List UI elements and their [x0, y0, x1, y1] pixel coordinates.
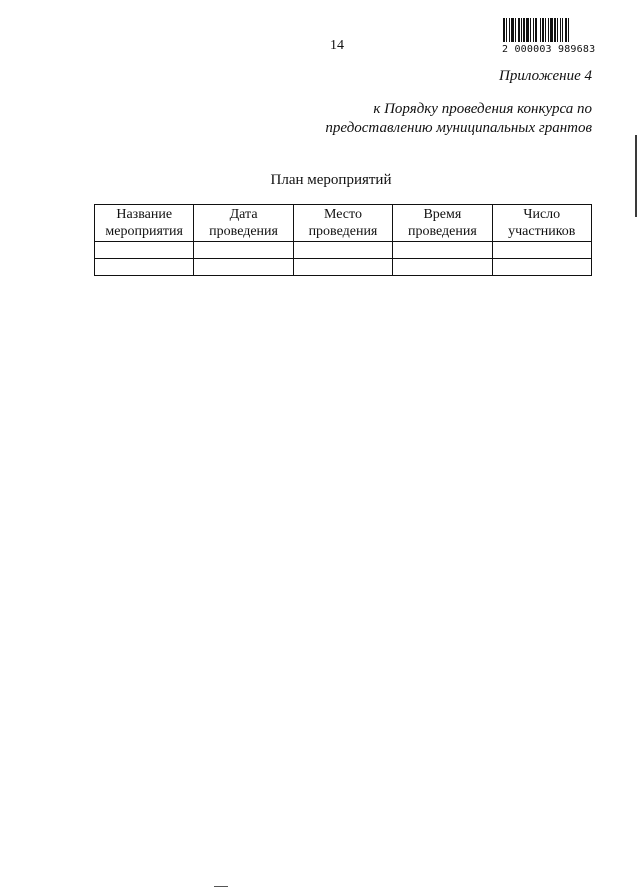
- barcode-bars: [502, 18, 594, 44]
- column-header-line: мероприятия: [105, 224, 183, 239]
- barcode-bar: [533, 18, 534, 42]
- scan-bottom-mark: [214, 886, 228, 887]
- barcode-bar: [568, 18, 569, 42]
- barcode-bar: [511, 18, 514, 42]
- table-cell: [492, 242, 591, 259]
- barcode-number: 2 000003 989683: [502, 44, 596, 55]
- table-header-row: [95, 205, 592, 242]
- barcode-bar: [540, 18, 541, 42]
- table-cell: [95, 242, 194, 259]
- page-number: 14: [330, 38, 344, 53]
- table-cell: [393, 242, 492, 259]
- column-header-line: Название: [116, 207, 173, 222]
- barcode: [502, 18, 594, 58]
- column-header-line: Дата: [229, 207, 258, 222]
- barcode-bar: [562, 18, 563, 42]
- column-header-line: проведения: [407, 224, 477, 239]
- barcode-bar: [545, 18, 546, 42]
- appendix-subtitle-line1: к Порядку проведения конкурса по: [373, 101, 592, 117]
- column-header-time: [393, 205, 492, 242]
- barcode-bar: [557, 18, 558, 42]
- table-cell: [194, 242, 293, 259]
- barcode-bar: [548, 18, 549, 42]
- barcode-bar: [518, 18, 520, 42]
- appendix-subtitle-line2: предоставлению муниципальных грантов: [325, 120, 592, 136]
- column-header-line: Место: [323, 207, 362, 222]
- column-header-line: участников: [508, 224, 576, 239]
- barcode-bar: [515, 18, 516, 42]
- table-row: [95, 259, 592, 276]
- column-header-date: [194, 205, 293, 242]
- barcode-bar: [560, 18, 561, 42]
- table-cell: [194, 259, 293, 276]
- barcode-bar: [550, 18, 553, 42]
- plan-title: План мероприятий: [270, 172, 392, 188]
- table-row: [95, 242, 592, 259]
- table-cell: [293, 259, 392, 276]
- column-header-line: проведения: [308, 224, 378, 239]
- events-plan-table: [94, 204, 592, 276]
- barcode-bar: [554, 18, 556, 42]
- barcode-bar: [542, 18, 544, 42]
- column-header-line: проведения: [209, 224, 278, 239]
- barcode-bar: [509, 18, 510, 42]
- barcode-bar: [503, 18, 505, 42]
- barcode-bar: [506, 18, 507, 42]
- barcode-bar: [523, 18, 525, 42]
- barcode-bar: [526, 18, 529, 42]
- appendix-title: Приложение 4: [499, 68, 592, 84]
- column-header-participants: [492, 205, 591, 242]
- table-cell: [492, 259, 591, 276]
- column-header-place: [293, 205, 392, 242]
- barcode-bar: [521, 18, 522, 42]
- scan-edge-mark: [635, 135, 637, 217]
- table-cell: [393, 259, 492, 276]
- barcode-bar: [530, 18, 531, 42]
- column-header-event-name: [95, 205, 194, 242]
- column-header-line: Число: [523, 207, 561, 222]
- column-header-line: Время: [423, 207, 462, 222]
- barcode-bar: [535, 18, 537, 42]
- table-cell: [95, 259, 194, 276]
- table-cell: [293, 242, 392, 259]
- barcode-bar: [565, 18, 567, 42]
